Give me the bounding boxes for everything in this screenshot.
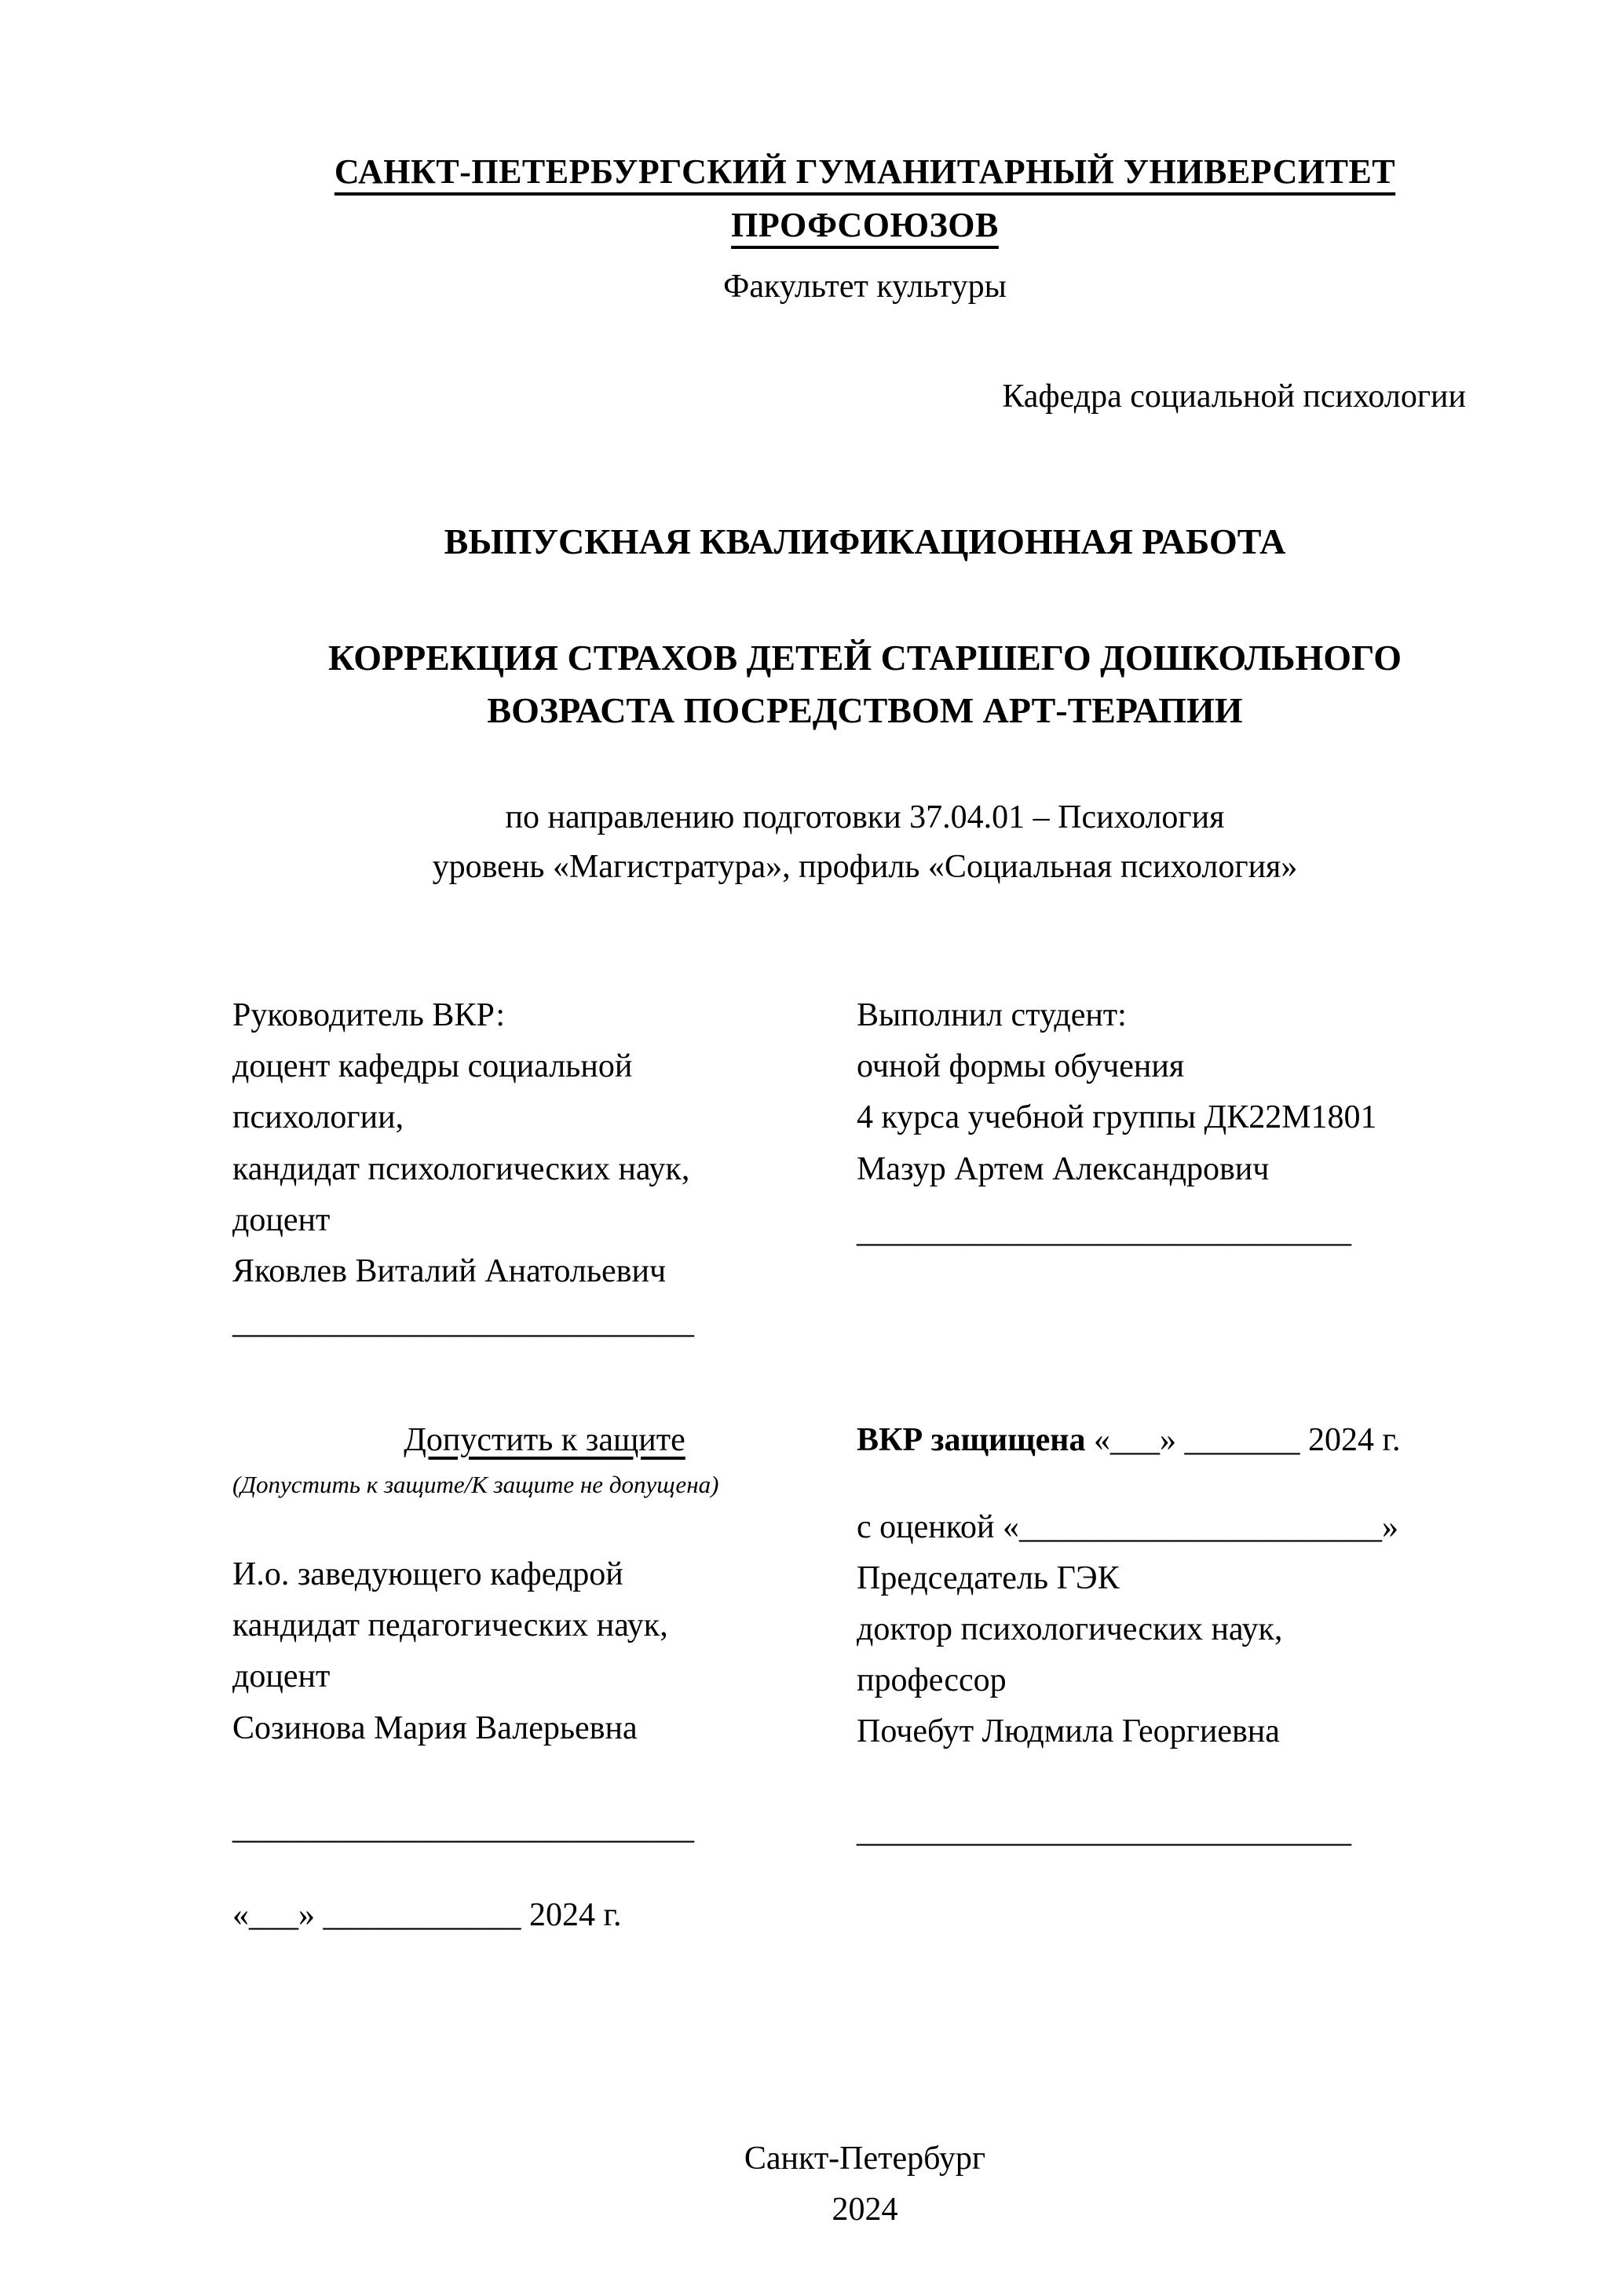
supervisor-name: Яковлев Виталий Анатольевич xyxy=(232,1252,667,1289)
work-type-heading: ВЫПУСКНАЯ КВАЛИФИКАЦИОННАЯ РАБОТА xyxy=(444,521,1286,561)
program-level-line: уровень «Магистратура», профиль «Социальная психология» xyxy=(432,849,1298,886)
footer-year: 2024 xyxy=(832,2191,898,2228)
people-row xyxy=(232,990,1497,1348)
faculty-line: Факультет культуры xyxy=(723,269,1007,305)
university-name: САНКТ-ПЕТЕРБУРГСКИЙ ГУМАНИТАРНЫЙ УНИВЕРСИТЕТ ПРОФСОЮЗОВ xyxy=(334,152,1396,245)
supervisor-rank-line: доцент xyxy=(232,1201,331,1238)
admission-signature-line: ____________________________ xyxy=(232,1809,694,1846)
defense-date-rest: «___» _______ 2024 г. xyxy=(1085,1421,1401,1458)
head-degree-line: кандидат педагогических наук, xyxy=(232,1607,668,1644)
chairman-title-line: Председатель ГЭК xyxy=(857,1560,1120,1597)
head-rank-line: доцент xyxy=(232,1658,331,1695)
admission-block xyxy=(232,1415,857,1941)
chairman-name: Почебут Людмила Георгиевна xyxy=(857,1713,1280,1750)
thesis-title-line-2: ВОЗРАСТА ПОСРЕДСТВОМ АРТ-ТЕРАПИИ xyxy=(487,689,1243,730)
thesis-title xyxy=(232,632,1497,737)
admission-note: (Допустить к защите/К защите не допущена) xyxy=(232,1470,719,1498)
admission-date-line: «___» ____________ 2024 г. xyxy=(232,1896,622,1933)
chairman-rank-line: профессор xyxy=(857,1662,1007,1699)
program-info xyxy=(232,793,1497,892)
program-direction-line: по направлению подготовки 37.04.01 – Психология xyxy=(505,799,1225,836)
head-position-line: И.о. заведующего кафедрой xyxy=(232,1556,623,1593)
student-block xyxy=(857,990,1497,1256)
student-name: Мазур Артем Александрович xyxy=(857,1150,1270,1187)
supervisor-position-line: доцент кафедры социальной xyxy=(232,1048,633,1085)
head-name: Созинова Мария Валерьевна xyxy=(232,1709,638,1746)
supervisor-signature-line: ____________________________ xyxy=(232,1303,694,1340)
defense-date-line xyxy=(857,1415,1497,1466)
defense-grade-line: с оценкой «______________________» xyxy=(857,1508,1398,1545)
footer-city: Санкт-Петербург xyxy=(744,2140,986,2177)
admission-title: Допустить к защите xyxy=(404,1421,685,1458)
footer xyxy=(232,2133,1497,2236)
student-study-form-line: очной формы обучения xyxy=(857,1048,1185,1085)
supervisor-position-line: психологии, xyxy=(232,1099,404,1136)
student-group-line: 4 курса учебной группы ДК22М1801 xyxy=(857,1099,1377,1136)
supervisor-degree-line: кандидат психологических наук, xyxy=(232,1150,690,1187)
defense-bold-label: ВКР защищена xyxy=(857,1421,1086,1458)
department-line: Кафедра социальной психологии xyxy=(1002,378,1466,415)
supervisor-label: Руководитель ВКР: xyxy=(232,997,506,1034)
defense-block xyxy=(857,1415,1497,1858)
approval-row xyxy=(232,1415,1497,1941)
supervisor-block xyxy=(232,990,857,1348)
chairman-degree-line: доктор психологических наук, xyxy=(857,1611,1283,1648)
defense-signature-line: ______________________________ xyxy=(857,1813,1351,1850)
thesis-title-line-1: КОРРЕКЦИЯ СТРАХОВ ДЕТЕЙ СТАРШЕГО ДОШКОЛЬНОГО xyxy=(328,637,1402,678)
student-label: Выполнил студент: xyxy=(857,997,1127,1034)
student-signature-line: ______________________________ xyxy=(857,1212,1351,1249)
